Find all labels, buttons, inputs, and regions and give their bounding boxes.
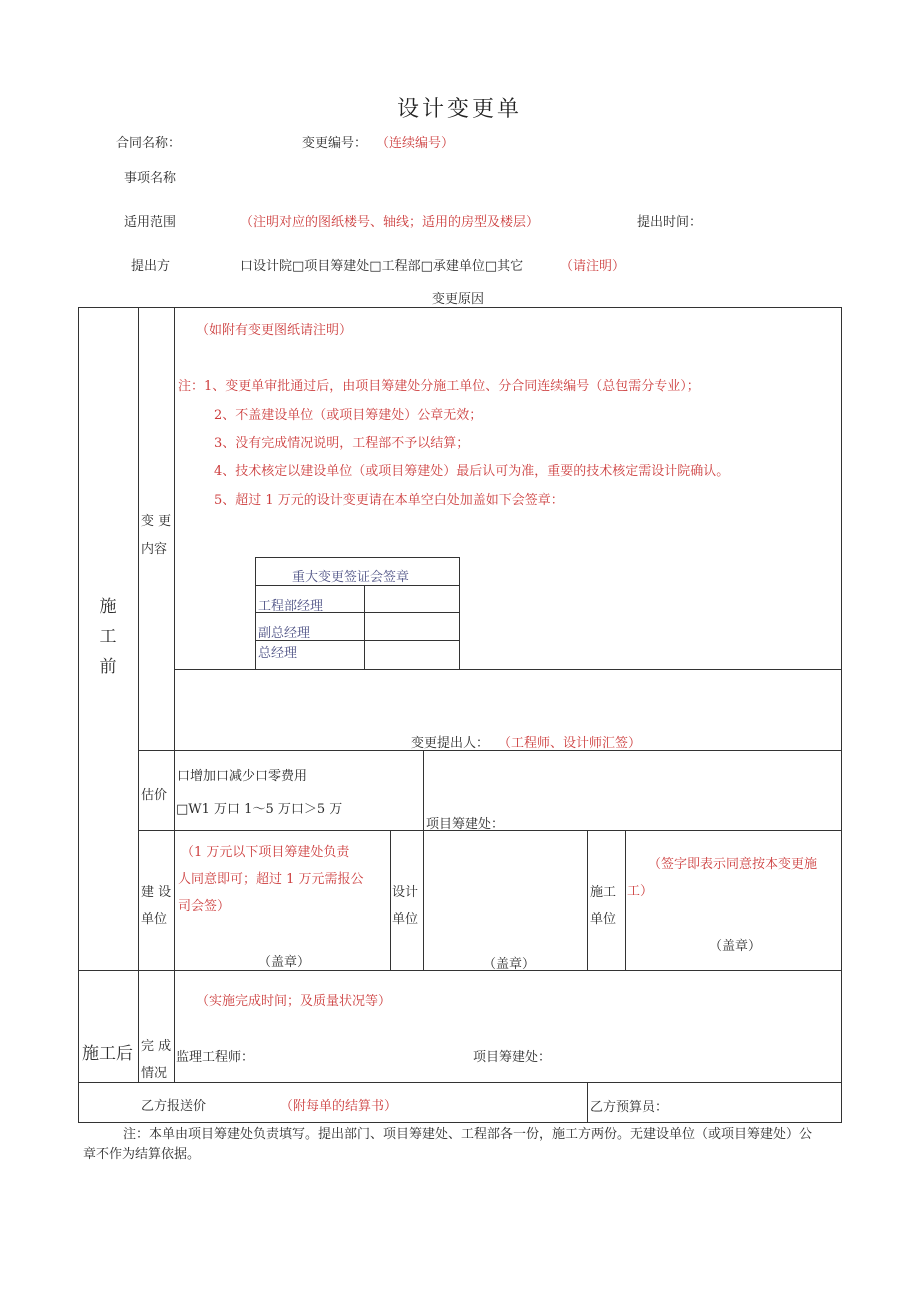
design-label-line1: 设计 [392,885,419,900]
contractor-hint-line2: 工） [627,884,654,899]
after-prep-office-label: 项目筹建处： [473,1050,552,1065]
content-label-line2: 内容 [141,542,168,557]
quote-hint: （附每单的结算书） [280,1099,398,1114]
note-5: 5、超过 1 万元的设计变更请在本单空白处加盖如下会签章： [214,493,564,508]
prep-office-label: 项目筹建处： [426,817,505,832]
estimate-label: 估价 [141,788,168,803]
contractor-seal-label: （盖章） [709,939,762,954]
done-label-line1: 完 成 [141,1039,172,1054]
scope-hint: （注明对应的图纸楼号、轴线；适用的房型及楼层） [240,215,540,230]
scope-label: 适用范围 [124,215,177,230]
estimate-options-line1: 口增加口减少口零费用 [177,769,308,784]
design-seal-label: （盖章） [483,957,536,972]
drawing-hint: （如附有变更图纸请注明） [196,323,353,338]
estimate-options-line2: □W1 万口 1～5 万口＞5 万 [176,802,343,817]
owner-hint-line2: 人同意即可；超过 1 万元需报公 [178,872,364,887]
owner-label-line1: 建 设 [141,885,172,900]
proposer-person-label: 变更提出人： [411,736,490,751]
stamp-table-title: 重大变更签证会签章 [292,570,410,585]
phase-before-label: 施 工 前 [99,597,117,677]
change-no-label: 变更编号： [302,136,368,151]
owner-hint-line1: （1 万元以下项目筹建处负责 [181,845,350,860]
stamp-row-label: 副总经理 [258,626,311,641]
contractor-label-line2: 单位 [590,912,617,927]
change-no-hint: （连续编号） [376,136,455,151]
note-3: 3、没有完成情况说明，工程部不予以结算； [214,436,470,451]
supervisor-label: 监理工程师： [176,1050,255,1065]
proposer-options: 口设计院□项目筹建处□工程部□承建单位□其它 [240,259,524,274]
contractor-hint-line1: （签字即表示同意按本变更施 [648,857,818,872]
contract-name-label: 合同名称： [116,136,182,151]
owner-label-line2: 单位 [141,912,168,927]
footnote: 注：本单由项目筹建处负责填写。提出部门、项目筹建处、工程部各一份，施工方两份。无建设单位（或项目筹建处）公章不作为结算依据。 [83,1127,813,1162]
submit-time-label: 提出时间： [637,215,703,230]
content-label-line1: 变 更 [141,514,172,529]
phase-after-label: 施工后 [82,1044,133,1064]
contractor-label-line1: 施工 [590,885,617,900]
quote-label: 乙方报送价 [141,1099,207,1114]
done-hint: （实施完成时间；及质量状况等） [196,994,392,1009]
proposer-label: 提出方 [131,259,171,274]
proposer-person-hint: （工程师、设计师汇签） [498,736,642,751]
budget-label: 乙方预算员： [590,1100,669,1115]
page-title: 设计变更单 [397,97,523,122]
note-1: 注：1、变更单审批通过后，由项目筹建处分施工单位、分合同连续编号（总包需分专业）； [178,379,700,394]
owner-seal-label: （盖章） [258,955,311,970]
proposer-hint: （请注明） [560,259,626,274]
owner-hint-line3: 司会签） [178,899,231,914]
note-2: 2、不盖建设单位（或项目筹建处）公章无效； [214,408,483,423]
item-name-label: 事项名称 [124,171,177,186]
note-4: 4、技术核定以建设单位（或项目筹建处）最后认可为准，重要的技术核定需设计院确认。 [214,464,730,479]
change-reason-label: 变更原因 [432,292,485,307]
done-label-line2: 情况 [141,1066,168,1081]
design-label-line2: 单位 [392,912,419,927]
stamp-row-label: 工程部经理 [258,599,324,614]
stamp-row-label: 总经理 [258,646,298,661]
